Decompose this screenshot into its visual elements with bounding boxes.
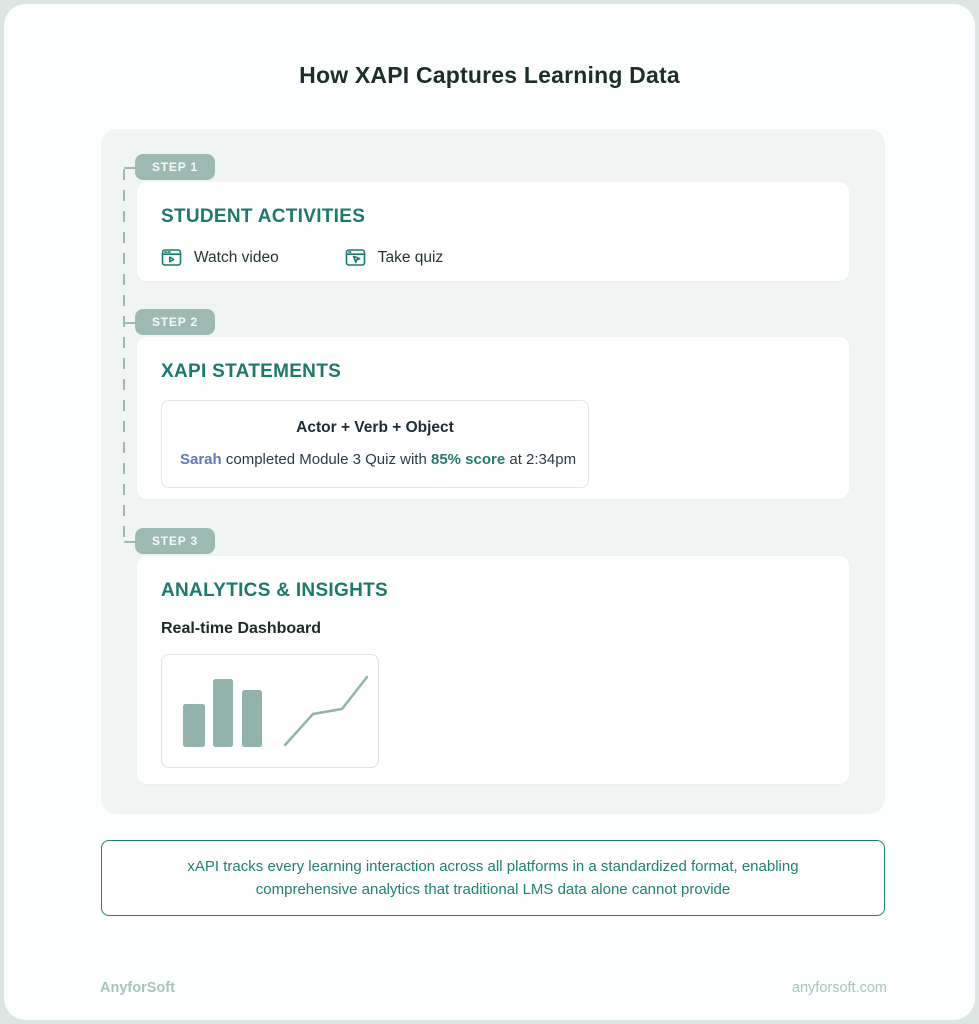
activities-row (161, 247, 825, 268)
step1-heading: STUDENT ACTIVITIES (161, 206, 366, 227)
activity-label: Take quiz (377, 248, 444, 266)
statement-formula: Actor + Verb + Object (296, 419, 454, 436)
activity-take-quiz (345, 247, 443, 268)
step1-card (137, 182, 849, 281)
step2-heading: XAPI STATEMENTS (161, 361, 342, 382)
infographic-page (4, 4, 975, 1020)
video-browser-icon (161, 247, 182, 268)
step2-card (137, 337, 849, 499)
website-link: anyforsoft.com (791, 980, 887, 996)
flow-dashed-line (123, 169, 125, 547)
dashboard-subheading: Real-time Dashboard (161, 620, 322, 637)
summary-callout (101, 840, 885, 916)
step3-badge: STEP 3 (135, 528, 215, 554)
statement-actor: Sarah (180, 451, 222, 468)
step3-heading: ANALYTICS & INSIGHTS (161, 580, 388, 601)
statement-score: 85% score (430, 451, 506, 468)
statement-middle: completed Module 3 Quiz with (221, 451, 431, 468)
statement-sentence (180, 451, 577, 468)
page-title: How XAPI Captures Learning Data (299, 62, 680, 88)
steps-panel (101, 129, 885, 814)
xapi-statement-box (161, 400, 589, 488)
dashboard-thumbnail (161, 654, 379, 768)
dashboard-chart (162, 655, 380, 769)
footer (100, 980, 887, 996)
statement-suffix: at 2:34pm (505, 451, 577, 468)
callout-text: xAPI tracks every learning interaction across all platforms in a standardized format, enabling comprehensive analytics that traditional LMS data alone cannot provide (187, 857, 799, 898)
quiz-cursor-icon (345, 247, 366, 268)
brand-name: AnyforSoft (100, 980, 175, 996)
step3-card (137, 556, 849, 784)
activity-watch-video (161, 247, 279, 268)
step2-badge: STEP 2 (135, 309, 215, 335)
activity-label: Watch video (194, 248, 279, 266)
step1-badge: STEP 1 (135, 154, 215, 180)
